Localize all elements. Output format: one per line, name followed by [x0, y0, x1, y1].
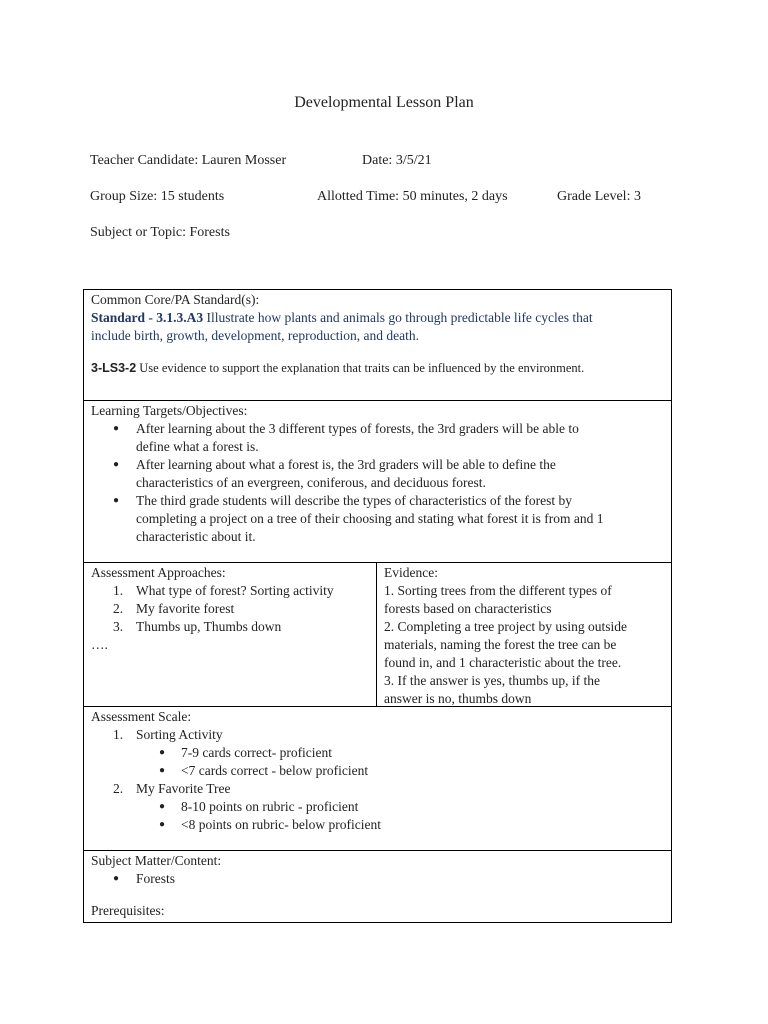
scale-heading: Assessment Scale:	[91, 709, 192, 724]
evidence-line: found in, and 1 characteristic about the tree.	[384, 655, 622, 670]
evidence-line: answer is no, thumbs down	[384, 691, 532, 706]
grade-level: Grade Level: 3	[557, 189, 641, 204]
approach-text: What type of forest? Sorting activity	[136, 583, 334, 598]
prerequisites-heading: Prerequisites:	[91, 903, 165, 918]
objective-line: define what a forest is.	[136, 439, 259, 454]
standard-2	[91, 359, 664, 377]
objective-item	[91, 456, 664, 492]
scale-subitem: ● 8-10 points on rubric - proficient	[91, 798, 664, 816]
content-heading: Subject Matter/Content:	[91, 853, 222, 868]
approach-item	[91, 600, 370, 618]
evidence-line: 3. If the answer is yes, thumbs up, if the	[384, 673, 600, 688]
objective-line: completing a project on a tree of their choosing and stating what forest it is from and 1	[136, 511, 604, 526]
lesson-plan-table	[83, 289, 672, 923]
objective-line: ● The third grade students will describe the types of characteristics of the forest by	[136, 493, 572, 508]
group-size: Group Size: 15 students	[90, 189, 225, 204]
scale-text: Sorting Activity	[136, 727, 223, 742]
subject-matter-section	[84, 851, 671, 922]
objective-line: ● After learning about what a forest is, the 3rd graders will be able to define the	[136, 457, 556, 472]
standards-heading: Common Core/PA Standard(s):	[91, 292, 260, 307]
scale-number: 1.	[113, 727, 124, 742]
scale-subitem: ● 7-9 cards correct- proficient	[91, 744, 664, 762]
scale-subitem: ● <7 cards correct - below proficient	[91, 762, 664, 780]
approach-number: 3.	[113, 619, 124, 634]
page-title: Developmental Lesson Plan	[294, 94, 474, 111]
scale-subitem: ● <8 points on rubric- below proficient	[91, 816, 664, 834]
standard-2-code: 3-LS3-2	[91, 361, 137, 375]
objectives-heading: Learning Targets/Objectives:	[91, 403, 248, 418]
approach-number: 2.	[113, 601, 124, 616]
lesson-date: Date: 3/5/21	[362, 153, 432, 168]
evidence-line: forests based on characteristics	[384, 601, 552, 616]
approach-text: Thumbs up, Thumbs down	[136, 619, 282, 634]
standard-1	[91, 309, 664, 327]
standard-1-code: Standard - 3.1.3.A3	[91, 310, 204, 325]
objective-line: characteristics of an evergreen, coniferous, and deciduous forest.	[136, 475, 486, 490]
approach-number: 1.	[113, 583, 124, 598]
objective-item	[91, 492, 664, 546]
approaches-heading: Assessment Approaches:	[91, 565, 226, 580]
standards-section	[84, 290, 671, 401]
approach-item	[91, 618, 370, 636]
evidence-line: 1. Sorting trees from the different types of	[384, 583, 612, 598]
standard-2-text: Use evidence to support the explanation that traits can be influenced by the environment.	[136, 361, 585, 375]
allotted-time: Allotted Time: 50 minutes, 2 days	[317, 189, 508, 204]
standard-1-text: Illustrate how plants and animals go through predictable life cycles that	[203, 310, 593, 325]
objectives-section	[84, 401, 671, 563]
objective-item	[91, 420, 664, 456]
approach-item	[91, 582, 370, 600]
evidence-heading: Evidence:	[384, 565, 438, 580]
assessment-evidence	[377, 563, 671, 706]
scale-item	[91, 726, 664, 744]
scale-number: 2.	[113, 781, 124, 796]
evidence-line: 2. Completing a tree project by using outside	[384, 619, 627, 634]
approaches-ellipsis: ….	[91, 637, 108, 652]
objective-line: ● After learning about the 3 different types of forests, the 3rd graders will be able to	[136, 421, 579, 436]
evidence-line: materials, naming the forest the tree can be	[384, 637, 617, 652]
standard-1-text-cont: include birth, growth, development, reproduction, and death.	[91, 328, 420, 343]
objective-line: characteristic about it.	[136, 529, 256, 544]
approach-text: My favorite forest	[136, 601, 235, 616]
assessment-section	[84, 563, 671, 707]
subject-topic: Subject or Topic: Forests	[90, 225, 230, 240]
content-item: ● Forests	[91, 870, 664, 888]
scale-item	[91, 780, 664, 798]
assessment-scale-section	[84, 707, 671, 851]
scale-text: My Favorite Tree	[136, 781, 231, 796]
assessment-approaches	[84, 563, 377, 706]
teacher-candidate: Teacher Candidate: Lauren Mosser	[90, 153, 287, 168]
